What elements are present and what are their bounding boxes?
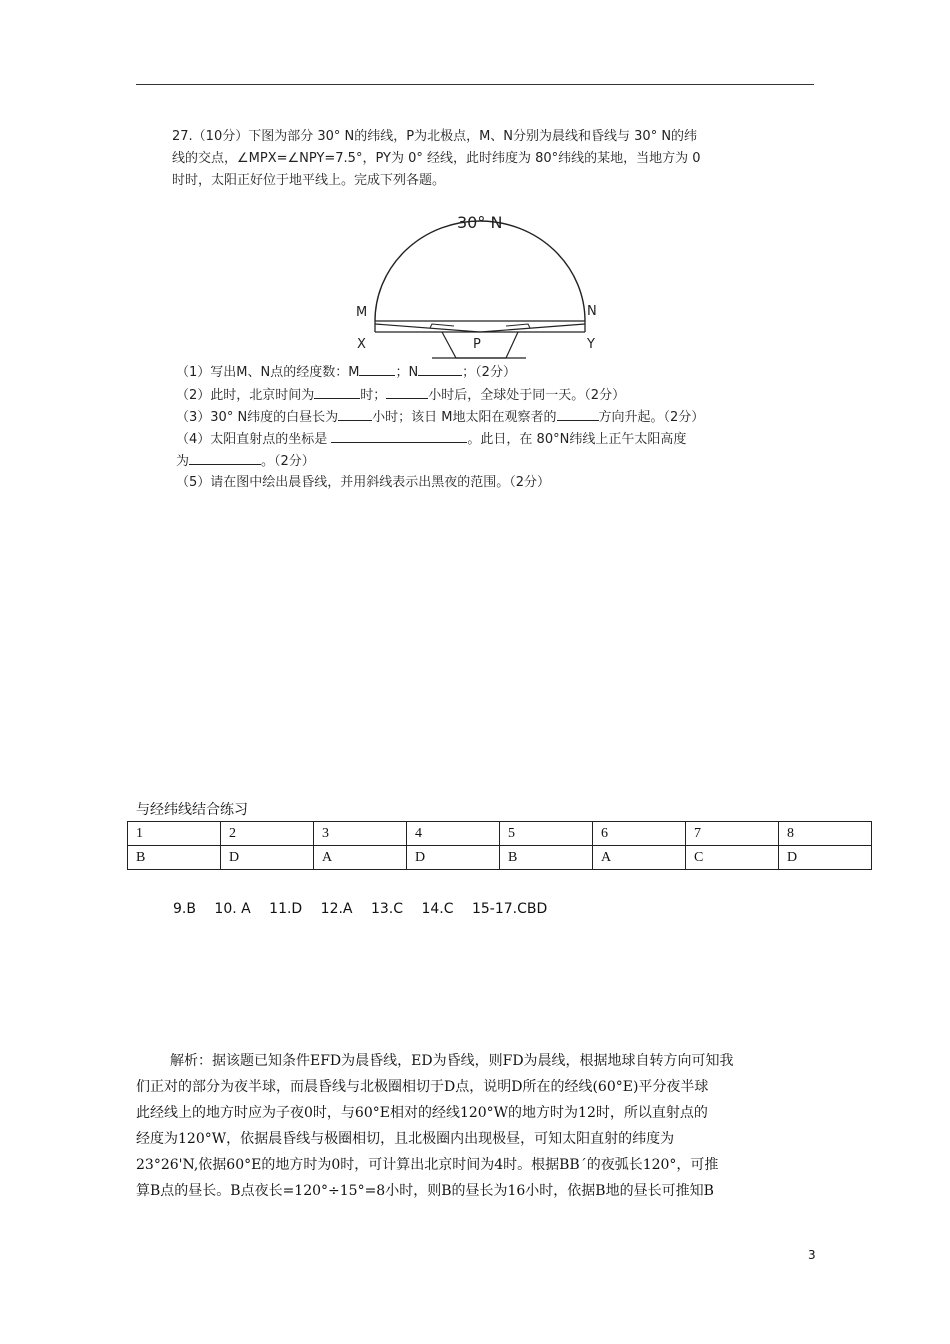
line-pm <box>375 324 480 332</box>
angle-mark-left <box>430 324 454 328</box>
more-answers <box>173 901 561 917</box>
arc-label: 30° N <box>457 213 503 232</box>
latitude-diagram <box>350 208 610 360</box>
answer-item: 11.D <box>269 901 303 917</box>
answer-blank[interactable] <box>359 361 395 376</box>
table-cell: 5 <box>500 822 593 846</box>
answer-blank[interactable] <box>418 361 462 376</box>
answer-item: 13.C <box>370 901 404 917</box>
explanation <box>136 1048 816 1204</box>
table-cell: D <box>779 846 872 870</box>
answer-blank[interactable] <box>189 450 261 465</box>
explanation-line: 算B点的昼长。B点夜长=120°÷15°=8小时，则B的昼长为16小时，依据B地的昼长可推知B <box>136 1183 714 1199</box>
label-x: X <box>357 337 366 352</box>
answer-blank[interactable] <box>386 384 428 399</box>
table-row <box>128 846 872 870</box>
table-cell: D <box>221 846 314 870</box>
subquestion-2: （2）此时，北京时间为 时； 小时后，全球处于同一天。（2分） <box>176 384 776 407</box>
table-cell: D <box>407 846 500 870</box>
explanation-line: 23°26'N,依据60°E的地方时为0时，可计算出北京时间为4时。根据BB´的夜弧长120°，可推 <box>136 1157 719 1173</box>
explanation-line: 们正对的部分为夜半球，而晨昏线与北极圈相切于D点，说明D所在的经线(60°E)平分夜半球 <box>136 1079 709 1095</box>
angle-mark-right <box>506 324 530 328</box>
answer-table <box>127 821 872 870</box>
explanation-line: 经度为120°W，依据晨昏线与极圈相切，且北极圈内出现极昼，可知太阳直射的纬度为 <box>136 1131 675 1147</box>
table-cell: 8 <box>779 822 872 846</box>
question-line: 时时，太阳正好位于地平线上。完成下列各题。 <box>172 173 446 188</box>
subquestion-1: （1）写出M、N点的经度数：M ；N ；（2分） <box>176 361 776 384</box>
subquestion-4: （4）太阳直射点的坐标是 。此日，在 80°N纬线上正午太阳高度 <box>176 428 776 451</box>
header-rule <box>136 84 814 85</box>
answer-item: 14.C <box>421 901 454 917</box>
page-number: 3 <box>808 1248 816 1262</box>
label-p: P <box>473 337 481 352</box>
answer-item: 12.A <box>320 901 353 917</box>
table-cell: 2 <box>221 822 314 846</box>
answer-blank[interactable] <box>331 428 467 443</box>
line-pn <box>480 324 585 332</box>
label-y: Y <box>587 337 595 352</box>
latitude-arc <box>375 221 585 321</box>
label-n: N <box>587 304 597 319</box>
table-cell: B <box>128 846 221 870</box>
answer-blank[interactable] <box>338 406 372 421</box>
table-cell: A <box>593 846 686 870</box>
section-title: 与经纬线结合练习 <box>136 802 248 818</box>
subquestion-3: （3）30° N纬度的白昼长为 小时；该日 M地太阳在观察者的 方向升起。（2分） <box>176 406 776 429</box>
question-line: 27.（10分）下图为部分 30° N的纬线，P为北极点，M、N分别为晨线和昏线与 30° N的纬 <box>172 129 698 144</box>
table-cell: A <box>314 846 407 870</box>
subquestion-5: （5）请在图中绘出晨昏线，并用斜线表示出黑夜的范围。（2分） <box>176 475 551 490</box>
explanation-line: 此经线上的地方时应为子夜0时，与60°E相对的经线120°W的地方时为12时，所以直射点的 <box>136 1105 708 1121</box>
table-cell: 7 <box>686 822 779 846</box>
answer-item: 10. A <box>214 901 251 917</box>
answer-item: 9.B <box>173 901 196 917</box>
table-cell: 4 <box>407 822 500 846</box>
answer-item: 15-17.CBD <box>471 901 548 917</box>
table-cell: B <box>500 846 593 870</box>
question-27 <box>172 126 772 192</box>
label-m: M <box>356 305 368 320</box>
table-cell: 6 <box>593 822 686 846</box>
table-row <box>128 822 872 846</box>
table-cell: C <box>686 846 779 870</box>
explanation-line: 解析：据该题已知条件EFD为晨昏线，ED为昏线，则FD为晨线，根据地球自转方向可知我 <box>170 1053 734 1069</box>
table-cell: 3 <box>314 822 407 846</box>
table-cell: 1 <box>128 822 221 846</box>
question-line: 线的交点，∠MPX=∠NPY=7.5°，PY为 0° 经线，此时纬度为 80°纬线的某地，当地方为 0 <box>172 151 701 166</box>
answer-blank[interactable] <box>314 384 360 399</box>
answer-blank[interactable] <box>557 406 599 421</box>
subquestion-4-cont: 为 。（2分） <box>176 450 776 473</box>
